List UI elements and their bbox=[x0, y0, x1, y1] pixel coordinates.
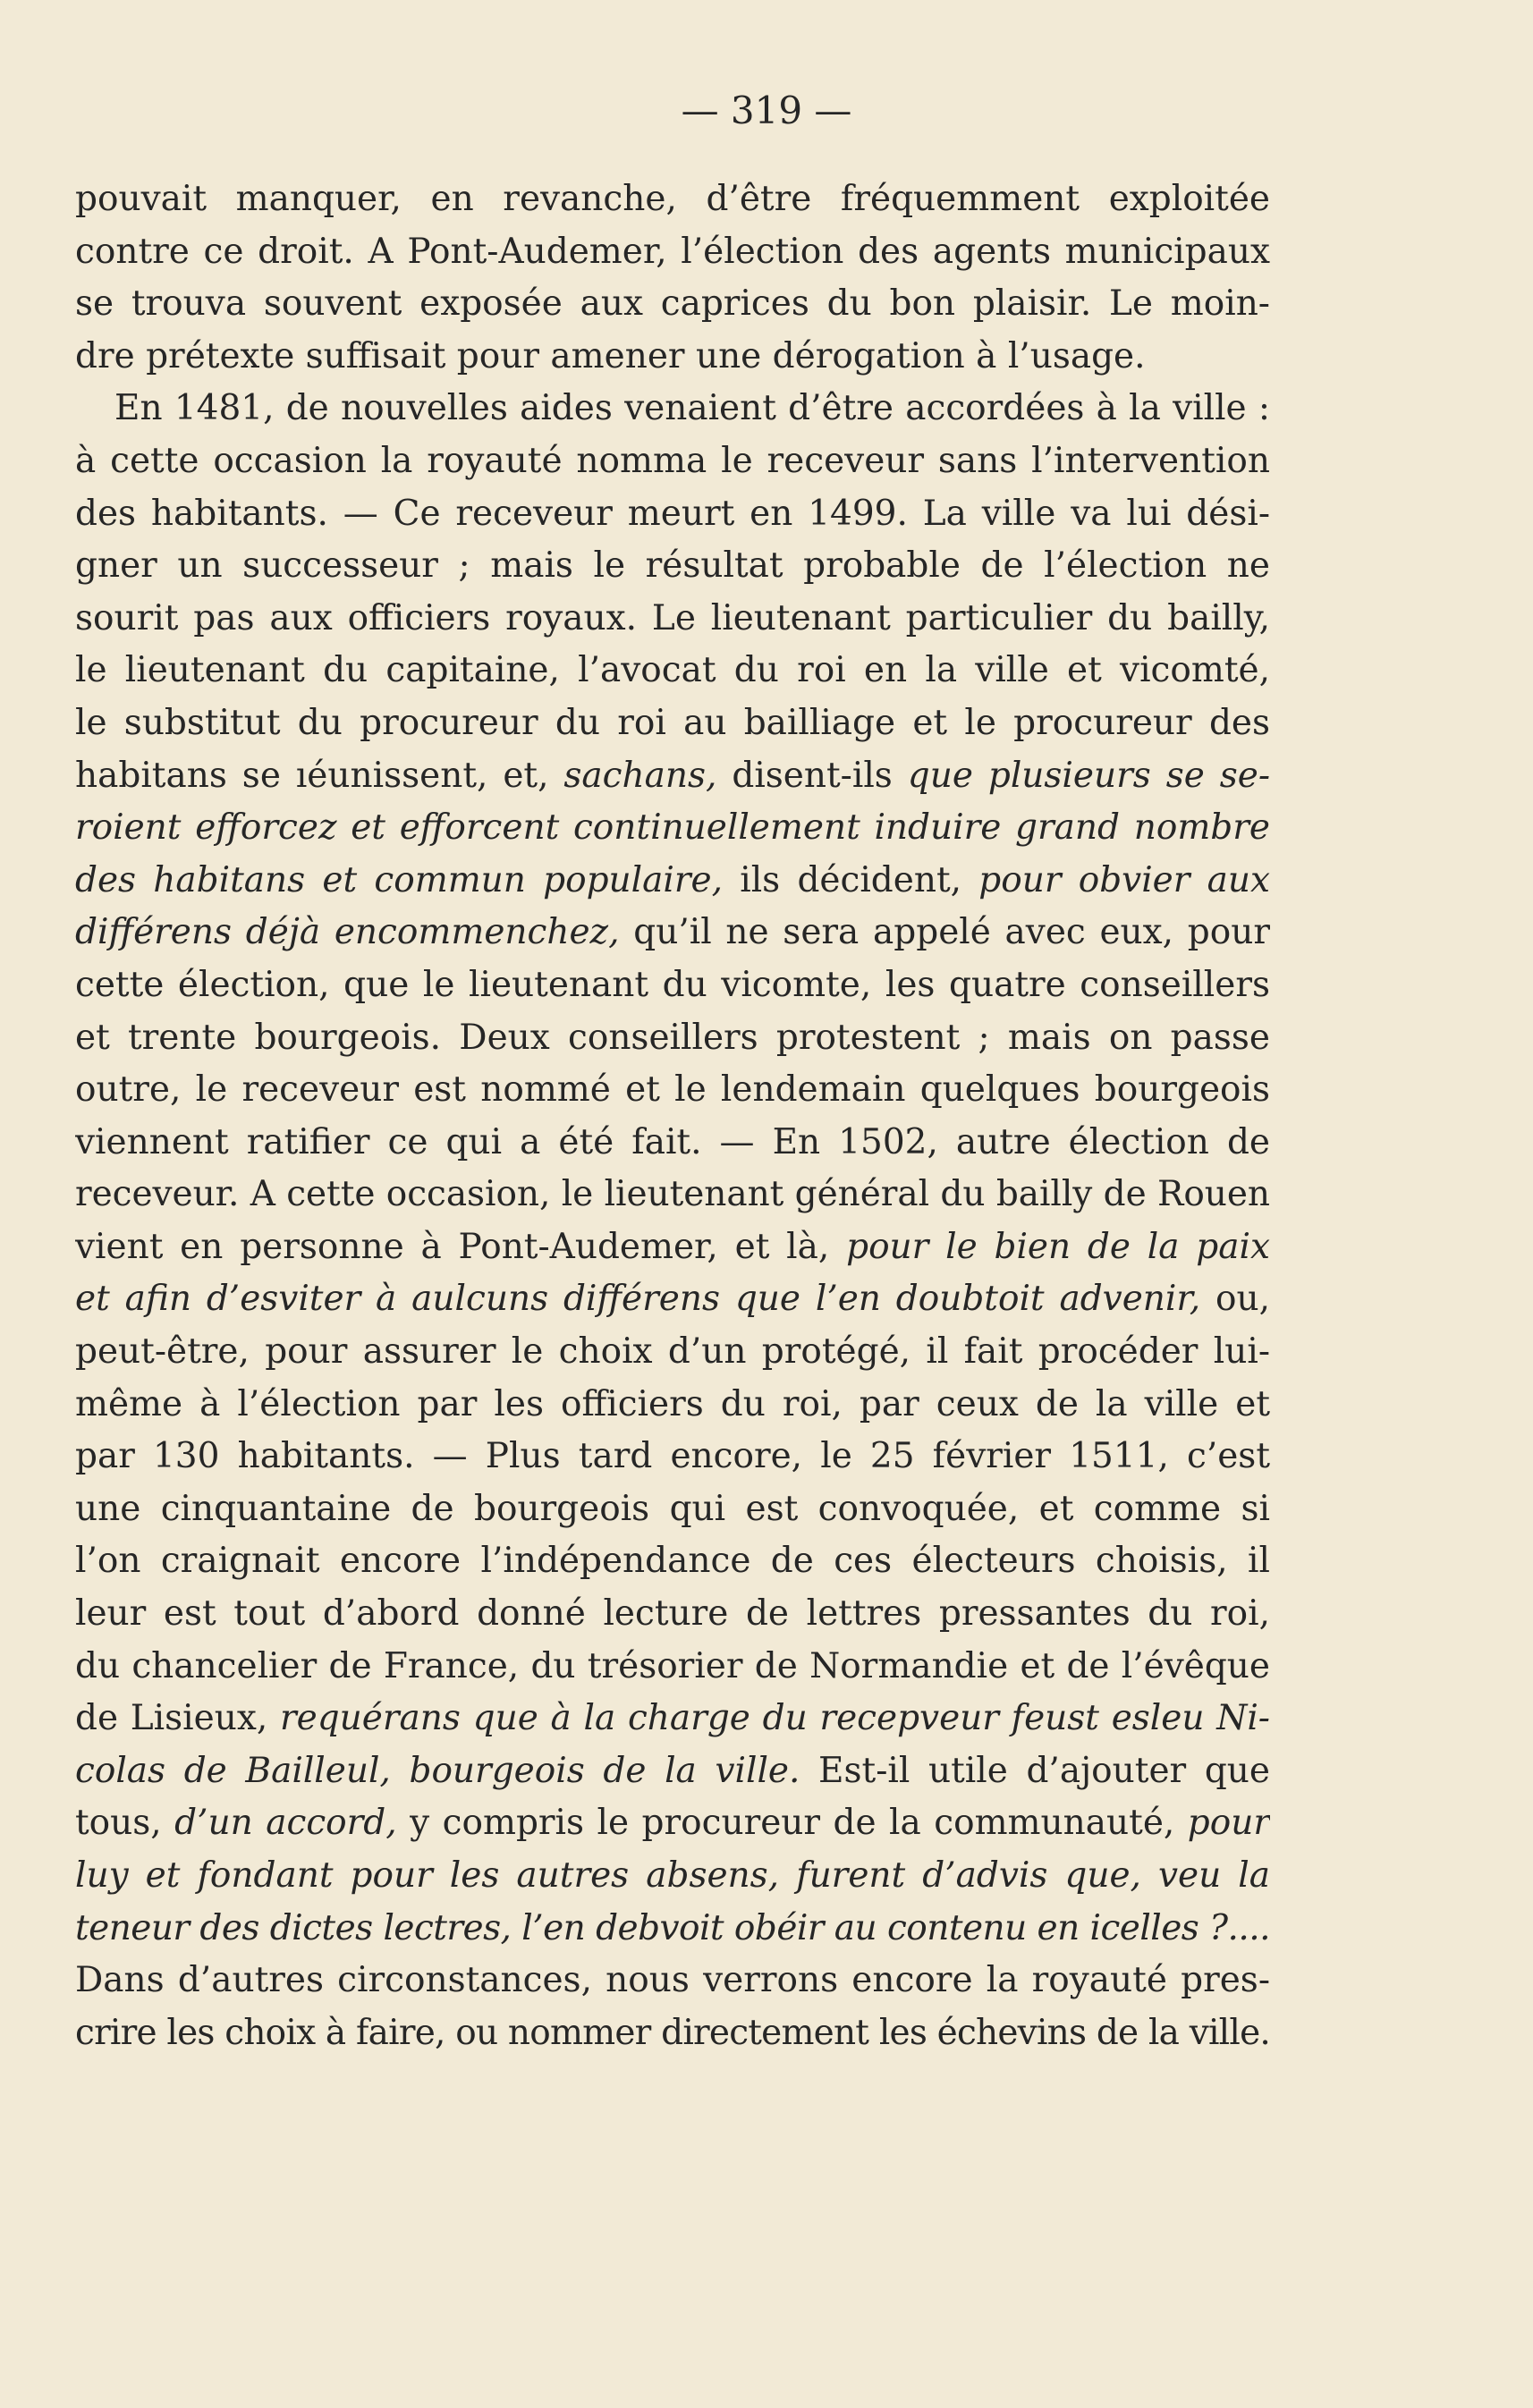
text-line bbox=[75, 1012, 1270, 1065]
text-segment: peut-être, pour assurer le choix d’un protégé, il fait procéder lui- bbox=[75, 1331, 1270, 1373]
text-line bbox=[75, 488, 1270, 541]
italic-segment: des habitans et commun populaire, bbox=[75, 859, 723, 900]
text-line bbox=[75, 278, 1270, 331]
text-segment: tous, bbox=[75, 1803, 175, 1844]
text-line bbox=[75, 1903, 1270, 1956]
text-segment: habitans se ıéunissent, et, bbox=[75, 755, 564, 796]
text-line bbox=[75, 959, 1270, 1012]
italic-segment: luy et fondant pour les autres absens, furent d’advis que, veu la bbox=[75, 1855, 1270, 1896]
text-line bbox=[75, 1797, 1270, 1850]
text-line bbox=[75, 1745, 1270, 1798]
text-line bbox=[75, 1955, 1270, 2007]
page-number: — 319 — bbox=[681, 89, 852, 132]
text-line bbox=[75, 540, 1270, 593]
text-segment: ils décident, bbox=[723, 859, 979, 900]
text-segment: disent-ils bbox=[716, 755, 908, 796]
text-line bbox=[75, 226, 1270, 279]
text-line bbox=[75, 1483, 1270, 1536]
text-segment: y compris le procureur de la communauté, bbox=[396, 1803, 1188, 1844]
text-segment: le lieutenant du capitaine, l’avocat du roi en la ville et vicomté, bbox=[75, 650, 1270, 691]
text-line bbox=[75, 1588, 1270, 1641]
italic-segment: pour obvier aux bbox=[978, 859, 1270, 900]
text-segment: qu’il ne sera appelé avec eux, pour bbox=[619, 912, 1270, 953]
text-segment: ou, bbox=[1200, 1279, 1270, 1320]
text-segment: se trouva souvent exposée aux caprices du bon plaisir. Le moin- bbox=[75, 283, 1270, 325]
text-segment: une cinquantaine de bourgeois qui est convoquée, et comme si bbox=[75, 1488, 1270, 1529]
text-line bbox=[75, 173, 1270, 226]
text-segment: même à l’élection par les officiers du roi, par ceux de la ville et bbox=[75, 1383, 1270, 1424]
text-line bbox=[75, 1169, 1270, 1221]
text-line bbox=[75, 1326, 1270, 1379]
text-segment: par 130 habitants. — Plus tard encore, le 25 février 1511, c’est bbox=[75, 1436, 1270, 1477]
text-line bbox=[75, 1273, 1270, 1326]
text-segment: à cette occasion la royauté nomma le receveur sans l’intervention bbox=[75, 440, 1270, 481]
body-text bbox=[75, 173, 1270, 2059]
text-line bbox=[75, 1693, 1270, 1745]
italic-segment: teneur des dictes lectres, l’en debvoit obéir au contenu en icelles ?.... bbox=[75, 1907, 1270, 1948]
text-line bbox=[75, 697, 1270, 750]
text-segment: En 1481, de nouvelles aides venaient d’être accordées à la ville : bbox=[114, 388, 1270, 429]
text-segment: gner un successeur ; mais le résultat probable de l’élection ne bbox=[75, 545, 1270, 587]
italic-segment: roient efforcez et efforcent continuellement induire grand nombre bbox=[75, 807, 1270, 849]
italic-segment: requérans que à la charge du recepveur feust esleu Ni- bbox=[279, 1698, 1270, 1739]
text-line bbox=[75, 1641, 1270, 1694]
text-segment: l’on craignait encore l’indépendance de ces électeurs choisis, il bbox=[75, 1541, 1270, 1582]
text-line bbox=[75, 645, 1270, 697]
italic-segment: pour le bien de la paix bbox=[846, 1226, 1270, 1267]
text-line bbox=[75, 855, 1270, 908]
italic-segment: différens déjà encommenchez, bbox=[75, 912, 620, 953]
text-segment: leur est tout d’abord donné lecture de lettres pressantes du roi, bbox=[75, 1593, 1270, 1635]
text-segment: du chancelier de France, du trésorier de Normandie et de l’évêque bbox=[75, 1645, 1270, 1686]
text-segment: le substitut du procureur du roi au bailliage et le procureur des bbox=[75, 702, 1270, 743]
text-line bbox=[75, 435, 1270, 488]
text-line bbox=[75, 1431, 1270, 1483]
text-segment: viennent ratifier ce qui a été fait. — En 1502, autre élection de bbox=[75, 1121, 1270, 1162]
italic-segment: et afin d’esviter à aulcuns différens que l’en doubtoit advenir, bbox=[75, 1279, 1201, 1320]
italic-segment: sachans, bbox=[563, 755, 717, 796]
text-segment: pouvait manquer, en revanche, d’être fréquemment exploitée bbox=[75, 179, 1270, 219]
italic-segment: colas de Bailleul, bourgeois de la ville. bbox=[75, 1750, 800, 1791]
text-line bbox=[75, 331, 1270, 384]
text-segment: receveur. A cette occasion, le lieutenant général du bailly de Rouen bbox=[75, 1174, 1270, 1215]
text-segment: contre ce droit. A Pont-Audemer, l’élection des agents municipaux bbox=[75, 231, 1270, 272]
text-line bbox=[75, 1535, 1270, 1588]
text-line bbox=[75, 1117, 1270, 1170]
text-line bbox=[75, 1064, 1270, 1117]
text-line bbox=[75, 907, 1270, 959]
italic-segment: pour bbox=[1187, 1803, 1270, 1844]
italic-segment: d’un accord, bbox=[174, 1803, 397, 1844]
text-line bbox=[75, 1221, 1270, 1274]
text-line bbox=[75, 593, 1270, 646]
text-line bbox=[75, 2007, 1270, 2060]
text-line bbox=[75, 383, 1270, 435]
text-segment: sourit pas aux officiers royaux. Le lieutenant particulier du bailly, bbox=[75, 597, 1270, 638]
text-segment: et trente bourgeois. Deux conseillers protestent ; mais on passe bbox=[75, 1017, 1270, 1058]
text-segment: des habitants. — Ce receveur meurt en 1499. La ville va lui dési- bbox=[75, 493, 1270, 534]
text-segment: vient en personne à Pont-Audemer, et là, bbox=[75, 1226, 847, 1267]
text-line bbox=[75, 802, 1270, 855]
text-segment: cette élection, que le lieutenant du vicomte, les quatre conseillers bbox=[75, 964, 1270, 1005]
text-segment: dre prétexte suffisait pour amener une dérogation à l’usage. bbox=[75, 335, 1146, 376]
text-line bbox=[75, 750, 1270, 803]
text-segment: Est-il utile d’ajouter que bbox=[800, 1750, 1270, 1791]
text-segment: Dans d’autres circonstances, nous verrons encore la royauté pres- bbox=[75, 1960, 1270, 2001]
text-line bbox=[75, 1850, 1270, 1903]
text-segment: crire les choix à faire, ou nommer directement les échevins de la ville. bbox=[75, 2012, 1270, 2053]
text-line bbox=[75, 1379, 1270, 1432]
text-segment: outre, le receveur est nommé et le lendemain quelques bourgeois bbox=[75, 1069, 1270, 1111]
italic-segment: que plusieurs se se- bbox=[907, 755, 1270, 796]
text-segment: de Lisieux, bbox=[75, 1698, 280, 1739]
